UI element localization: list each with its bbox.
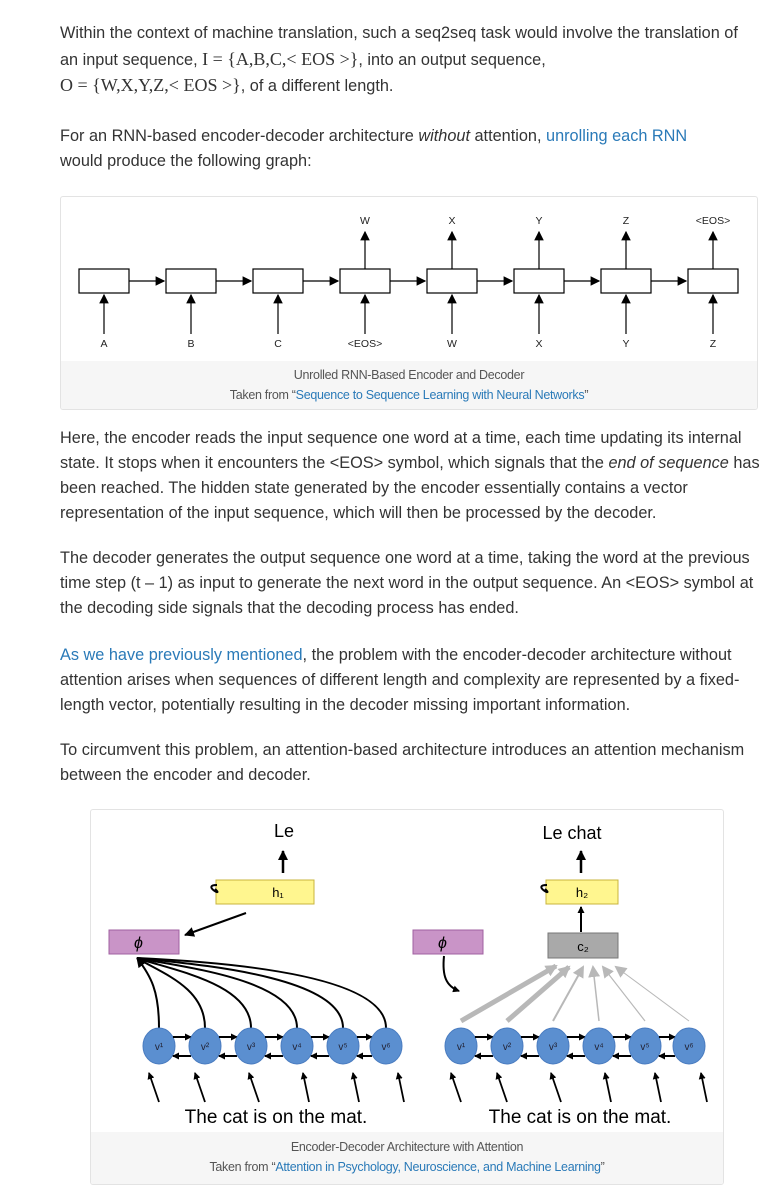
rnn-cell [166,269,216,293]
input-token: B [187,338,195,350]
rnn-cell [253,269,303,293]
attention-link [137,958,343,1028]
svg-text:v⁶: v⁶ [381,1042,391,1053]
paragraph-intro: Within the context of machine translation, such a seq2seq task would involve the translation of an input sequence, I = {A,B,C,< EOS >}, into an output sequence, O = {W,X,Y,Z,< EOS >}, of a different length. [60,24,738,95]
svg-text:v⁶: v⁶ [684,1042,694,1053]
svg-text:ϕ: ϕ [438,935,447,952]
output-token: Y [535,215,543,227]
rnn-cell [514,269,564,293]
rnn-diagram [61,197,757,362]
rnn-cell [601,269,651,293]
svg-text:h₁: h₁ [272,885,284,900]
figure-attention [90,809,724,1185]
output-token: W [360,215,370,227]
input-token: Z [709,338,717,350]
svg-text:v¹: v¹ [154,1042,164,1053]
output-token: Z [622,215,630,227]
svg-text:v⁴: v⁴ [594,1042,604,1053]
attention-diagram [91,810,723,1132]
svg-text:v²: v² [200,1042,210,1053]
paragraph-without-attention: For an RNN-based encoder-decoder architecture without attention, unrolling each RNN would produce the following graph: [60,127,688,170]
link-previously-mentioned[interactable]: As we have previously mentioned [60,646,303,664]
svg-text:v¹: v¹ [456,1042,466,1053]
figure-caption: Encoder-Decoder Architecture with Attention Taken from “Attention in Psychology, Neuroscience, and Machine Learning” [91,1132,723,1184]
source-link[interactable]: Sequence to Sequence Learning with Neural Networks [295,388,585,402]
svg-text:v⁴: v⁴ [292,1042,302,1053]
svg-text:v⁵: v⁵ [640,1042,650,1053]
left-sentence: The cat is on the mat. [184,1107,368,1128]
math-output-sequence: O = {W,X,Y,Z,< EOS >} [60,75,241,95]
svg-text:h₂: h₂ [575,885,589,900]
input-token: A [100,338,108,350]
paragraph-attention: To circumvent this problem, an attention-based architecture introduces an attention mechanism between the encoder and decoder. [60,741,745,784]
right-output-label: Le chat [542,823,602,843]
paragraph-problem: As we have previously mentioned, the problem with the encoder-decoder architecture without attention arises when sequences of different length and complexity are represented by a fixed-length vector, potentially resulting in the decoder missing important information. [60,646,740,714]
attention-weight-arrow [616,967,689,1021]
link-unrolling-rnn[interactable]: unrolling each RNN [546,127,688,145]
attention-weight-arrow [593,967,599,1021]
rnn-cell [79,269,129,293]
rnn-cell [427,269,477,293]
input-token: C [274,338,282,350]
source-link[interactable]: Attention in Psychology, Neuroscience, and Machine Learning [275,1160,601,1174]
phi-box-right [413,930,483,954]
hidden-state-h1 [216,880,314,904]
paragraph-decoder: The decoder generates the output sequence one word at a time, taking the word at the previous time step (t – 1) as input to generate the next word in the output sequence. An <EOS> symbol at the decoding side signals that the decoding process has ended. [60,549,754,617]
figure-unrolled-rnn [60,196,758,410]
output-token: <EOS> [695,215,731,227]
svg-text:v²: v² [502,1042,512,1053]
svg-text:v³: v³ [246,1042,256,1053]
svg-text:v⁵: v⁵ [338,1042,348,1053]
input-token: Y [622,338,630,350]
svg-text:c₂: c₂ [577,939,589,954]
svg-text:ϕ: ϕ [134,935,143,952]
left-output-label: Le [273,821,295,841]
output-token: X [448,215,456,227]
math-input-sequence: I = {A,B,C,< EOS >} [202,48,359,69]
right-sentence: The cat is on the mat. [488,1107,672,1128]
figure-caption: Unrolled RNN-Based Encoder and Decoder Taken from “Sequence to Sequence Learning with Neural Networks” [61,361,757,409]
svg-text:v³: v³ [548,1042,558,1053]
paragraph-encoder: Here, the encoder reads the input sequence one word at a time, each time updating its internal state. It stops when it encounters the <EOS> symbol, which signals that the end of sequence has been reached. The hidden state generated by the encoder essentially contains a vector representation of the input sequence, which will then be processed by the decoder. [60,429,760,522]
rnn-cell [688,269,738,293]
rnn-cell [340,269,390,293]
phi-box-left [109,930,179,954]
input-token: <EOS> [347,338,383,350]
attention-weight-arrow [603,967,645,1021]
input-token: X [535,338,543,350]
input-token: W [447,338,457,350]
